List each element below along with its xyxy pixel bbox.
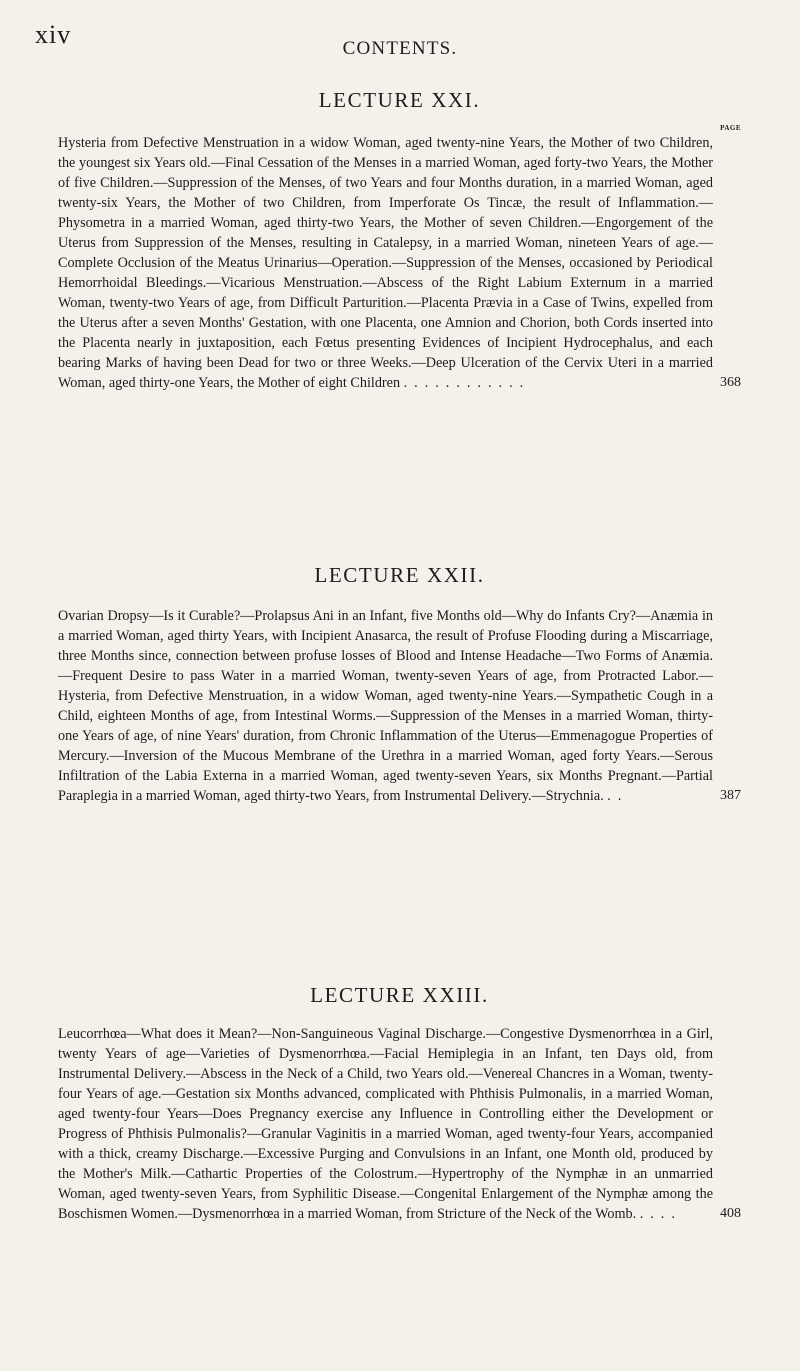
page-reference: 387: [720, 788, 741, 803]
page-number: xiv: [35, 20, 72, 49]
lecture-text: Leucorrhœa—What does it Mean?—Non-Sanguineous Vaginal Discharge.—Congestive Dysmenorrhœa in a Girl, twenty Years of age—Varieties of Dysmenorrhœa.—Facial Hemiplegia in an Infant, ten Days old, from Instrumental Delivery.—Abscess in the Neck of a Child, two Years old.—Venereal Chancres in a Woman, twenty-four Years of age.—Gestation six Months advanced, complicated with Phthisis Pulmonalis, in a married Woman, aged twenty-four Years—Does Pregnancy exercise any Influence in Controlling either the Development or Progress of Phthisis Pulmonalis?—Granular Vaginitis in a married Woman, aged twenty-four Years, accompanied with a thick, creamy Discharge.—Excessive Purging and Convulsions in an Infant, one Month old, produced by the Mother's Milk.—Cathartic Properties of the Colostrum.—Hypertrophy of the Nymphæ in an unmarried Woman, aged twenty-seven Years, from Syphilitic Disease.—Congenital Enlargement of the Nymphæ among the Boschismen Women.—Dysmenorrhœa in a married Woman, from Stricture of the Neck of the Womb.: [58, 1026, 713, 1222]
lecture-heading: LECTURE XXI.: [318, 88, 481, 112]
lecture-contents: [58, 606, 741, 806]
dot-leader: ..: [607, 788, 629, 804]
dot-leader: ............: [403, 375, 531, 391]
page-reference: 368: [720, 375, 741, 390]
lecture-text: Ovarian Dropsy—Is it Curable?—Prolapsus Ani in an Infant, five Months old—Why do Infants Cry?—Anæmia in a married Woman, aged thirty Years, with Incipient Anasarca, the result of Profuse Flooding during a Miscarriage, three Months since, connection between profuse losses of Blood and Intense Headache—Two Forms of Anæmia.—Frequent Desire to pass Water in a married Woman, twenty-seven Years of age, from Protracted Labor.—Hysteria, from Defective Menstruation, in a widow Woman, aged twenty-nine Years.—Sympathetic Cough in a Child, eighteen Months of age, from Intestinal Worms.—Suppression of the Menses in a married Woman, thirty-one Years of age, of nine Years' duration, from Chronic Inflammation of the Uterus—Emmenagogue Properties of Mercury.—Inversion of the Mucous Membrane of the Urethra in a married Woman, aged forty Years.—Serous Infiltration of the Labia Externa in a married Woman, aged twenty-seven Years, six Months Pregnant.—Partial Paraplegia in a married Woman, aged thirty-two Years, from Instrumental Delivery.—Strychnia.: [58, 608, 713, 804]
page-column-label: PAGE: [720, 124, 741, 132]
lecture-contents: [58, 133, 741, 393]
running-title: CONTENTS.: [342, 38, 458, 59]
lecture-section: [58, 88, 741, 393]
dot-leader: ....: [639, 1206, 682, 1222]
page-reference: 408: [720, 1206, 741, 1221]
lecture-section: [58, 983, 741, 1224]
lecture-section: [58, 563, 741, 806]
lecture-contents: [58, 1024, 741, 1224]
lecture-heading: LECTURE XXIII.: [310, 983, 489, 1007]
lecture-heading: LECTURE XXII.: [314, 563, 485, 587]
lecture-text: Hysteria from Defective Menstruation in a widow Woman, aged twenty-nine Years, the Mother of two Children, the youngest six Years old.—Final Cessation of the Menses in a married Woman, aged forty-two Years, the Mother of five Children.—Suppression of the Menses, of two Years and four Months duration, in a married Woman, aged twenty-six Years, the Mother of two Children, from Imperforate Os Tincæ, the result of Inflammation.—Physometra in a married Woman, aged thirty-two Years, the Mother of seven Children.—Engorgement of the Uterus from Suppression of the Menses, resulting in Catalepsy, in a married Woman, nineteen Years of age.—Complete Occlusion of the Meatus Urinarius—Operation.—Suppression of the Menses, occasioned by Periodical Hemorrhoidal Bleedings.—Vicarious Menstruation.—Abscess of the Right Labium Externum in a married Woman, twenty-two Years of age, from Difficult Parturition.—Placenta Prævia in a Case of Twins, expelled from the Uterus after a seven Months' Gestation, with one Placenta, one Amnion and Chorion, both Cords inserted into the Placenta nearly in juxtaposition, each Fœtus presenting Evidences of Incipient Hydrocephalus, and each bearing Marks of having been Dead for two or three Weeks.—Deep Ulceration of the Cervix Uteri in a married Woman, aged thirty-one Years, the Mother of eight Children: [58, 135, 713, 391]
